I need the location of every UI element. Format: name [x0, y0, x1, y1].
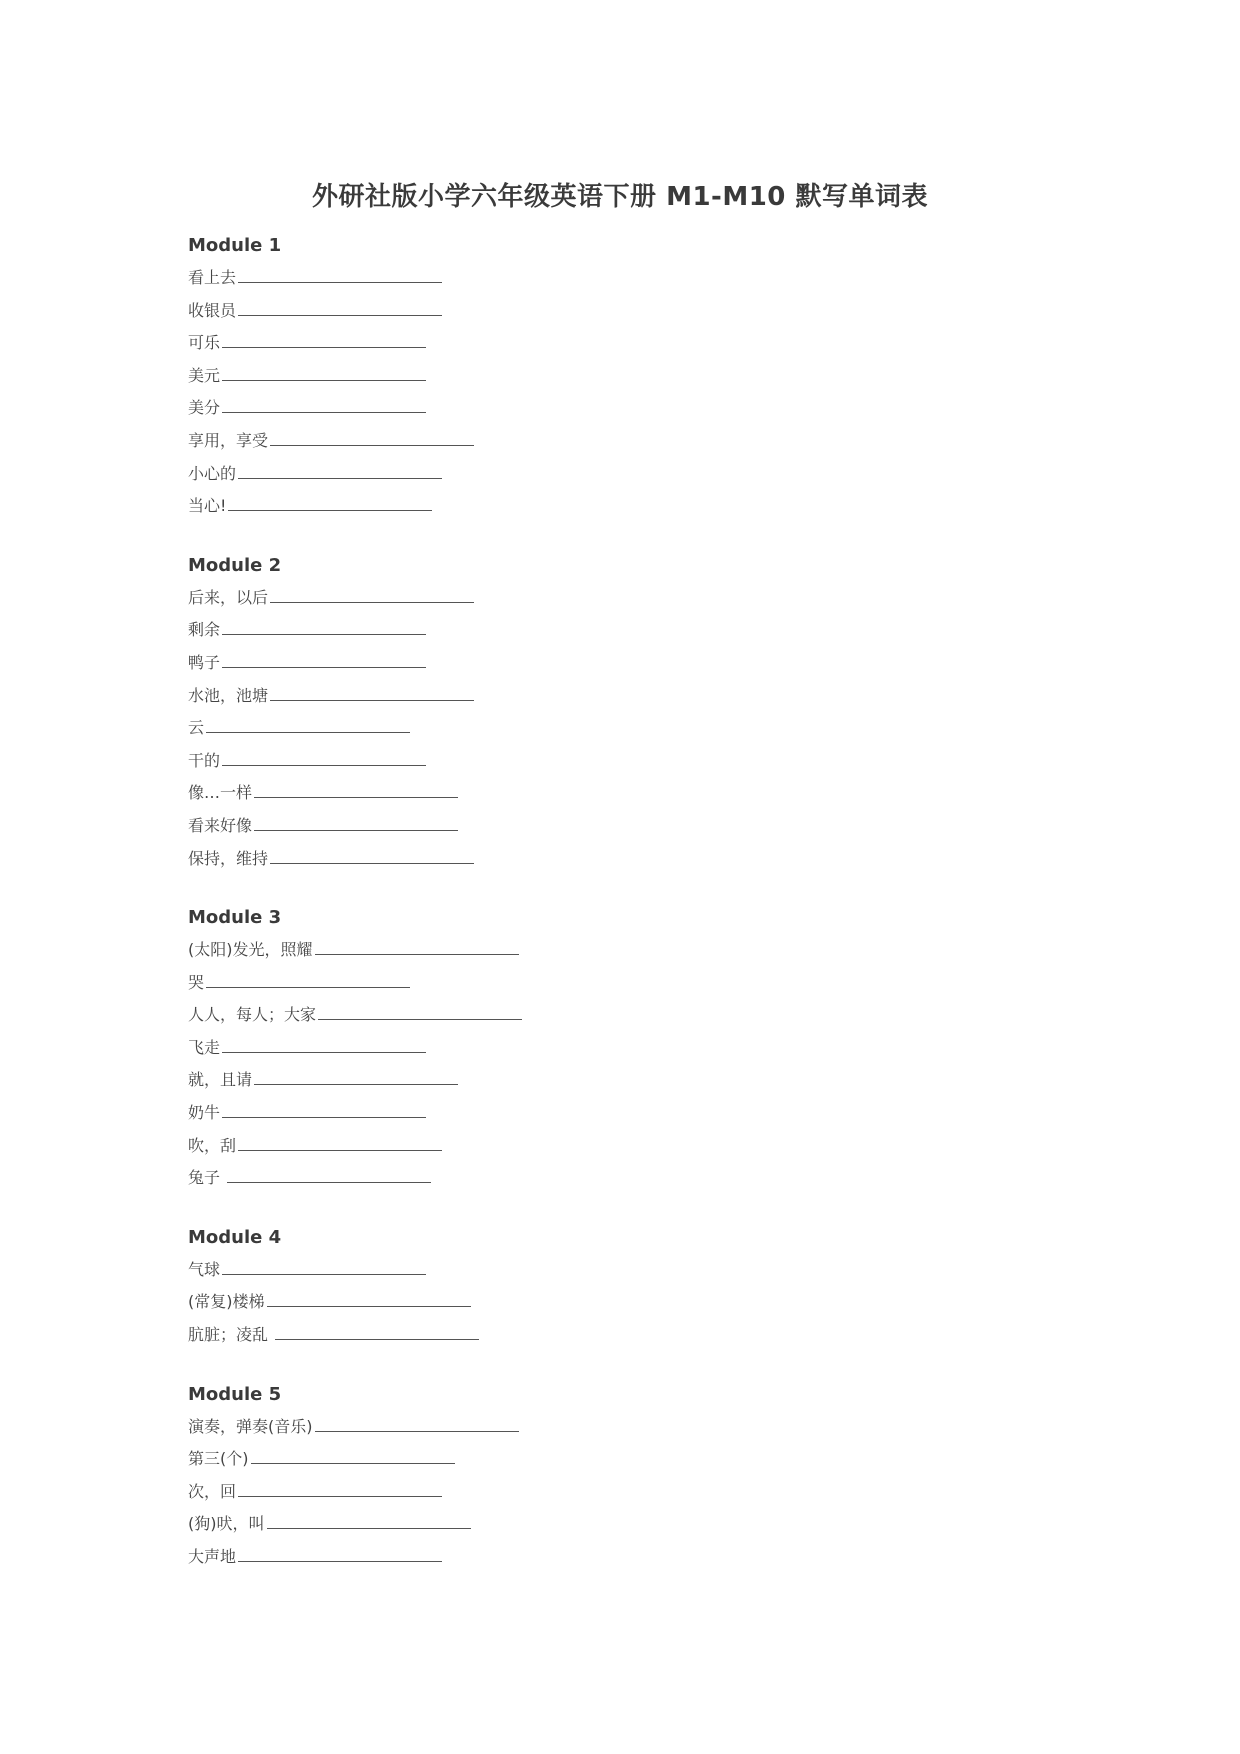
list-item [188, 843, 1088, 876]
word-prompt: 人人，每人；大家 [188, 1005, 317, 1025]
list-item [188, 1162, 1088, 1195]
module-heading: Module 4 [188, 1226, 282, 1248]
list-item [188, 1064, 1088, 1097]
answer-blank [270, 845, 474, 864]
answer-blank [251, 1445, 455, 1464]
word-prompt: 奶牛 [188, 1103, 221, 1123]
answer-blank [275, 1321, 479, 1340]
answer-blank [315, 936, 519, 955]
word-prompt: 第三(个) [188, 1449, 249, 1469]
answer-blank [222, 649, 426, 668]
module-heading: Module 5 [188, 1383, 282, 1405]
word-prompt: 吹，刮 [188, 1135, 237, 1155]
list-item [188, 614, 1088, 647]
list-item [188, 392, 1088, 425]
list-item [188, 999, 1088, 1032]
list-item [188, 1476, 1088, 1509]
list-item [188, 1541, 1088, 1574]
answer-blank [238, 1478, 442, 1497]
list-item [188, 810, 1088, 843]
list-item [188, 458, 1088, 491]
word-prompt: 兔子 [188, 1168, 226, 1188]
module-5-section [188, 1379, 1088, 1574]
word-prompt: 享用，享受 [188, 430, 269, 450]
module-heading: Module 3 [188, 907, 282, 929]
answer-blank [254, 1066, 458, 1085]
list-item [188, 490, 1088, 523]
list-item [188, 425, 1088, 458]
answer-blank [267, 1288, 471, 1307]
word-prompt: 云 [188, 718, 205, 738]
answer-blank [238, 460, 442, 479]
list-item [188, 1508, 1088, 1541]
answer-blank [222, 747, 426, 766]
word-prompt: 看来好像 [188, 815, 253, 835]
answer-blank [238, 297, 442, 316]
answer-blank [238, 264, 442, 283]
answer-blank [267, 1510, 471, 1529]
word-prompt: 看上去 [188, 268, 237, 287]
list-item [188, 1254, 1088, 1287]
answer-blank [254, 779, 458, 798]
list-item [188, 1319, 1088, 1352]
answer-blank [222, 329, 426, 348]
word-prompt: 就，且请 [188, 1070, 253, 1090]
word-prompt: 收银员 [188, 300, 237, 320]
answer-blank [222, 1099, 426, 1118]
list-item [188, 262, 1088, 295]
answer-blank [270, 682, 474, 701]
list-item [188, 295, 1088, 328]
word-prompt: 哭 [188, 972, 205, 992]
module-heading: Module 2 [188, 554, 282, 576]
word-prompt: 像…一样 [188, 783, 253, 803]
module-heading: Module 1 [188, 235, 282, 256]
word-prompt: 次，回 [188, 1481, 237, 1501]
module-2-section [188, 550, 1088, 875]
answer-blank [222, 1034, 426, 1053]
answer-blank [206, 969, 410, 988]
word-prompt: 当心! [188, 496, 227, 516]
word-prompt: 小心的 [188, 463, 237, 483]
answer-blank [227, 1164, 431, 1183]
answer-blank [222, 362, 426, 381]
answer-blank [222, 1256, 426, 1275]
list-item [188, 1443, 1088, 1476]
list-item [188, 1130, 1088, 1163]
word-prompt: 大声地 [188, 1547, 237, 1566]
list-item [188, 745, 1088, 778]
answer-blank [206, 714, 410, 733]
word-prompt: 气球 [188, 1259, 221, 1279]
word-prompt: 演奏，弹奏(音乐) [188, 1416, 313, 1436]
answer-blank [315, 1413, 519, 1432]
answer-blank [254, 812, 458, 831]
word-prompt: 后来，以后 [188, 587, 269, 607]
module-3-section [188, 902, 1088, 1195]
list-item [188, 1411, 1088, 1444]
word-prompt: (太阳)发光，照耀 [188, 940, 313, 960]
list-item [188, 1097, 1088, 1130]
word-prompt: 飞走 [188, 1037, 221, 1057]
list-item [188, 712, 1088, 745]
list-item [188, 360, 1088, 393]
answer-blank [318, 1001, 522, 1020]
word-list [188, 230, 1088, 1601]
word-prompt: 干的 [188, 750, 221, 770]
answer-blank [238, 1132, 442, 1151]
list-item [188, 680, 1088, 713]
answer-blank [270, 584, 474, 603]
word-prompt: 保持，维持 [188, 848, 269, 868]
list-item [188, 934, 1088, 967]
answer-blank [222, 616, 426, 635]
module-1-section [188, 230, 1088, 523]
word-prompt: (常复)楼梯 [188, 1292, 265, 1312]
word-prompt: 美分 [188, 398, 221, 418]
list-item [188, 777, 1088, 810]
word-prompt: 水池，池塘 [188, 685, 269, 705]
answer-blank [222, 394, 426, 413]
word-prompt: (狗)吠，叫 [188, 1514, 265, 1534]
answer-blank [270, 427, 474, 446]
page-title: 外研社版小学六年级英语下册 M1-M10 默写单词表 [312, 182, 928, 212]
word-prompt: 肮脏；凌乱 [188, 1325, 274, 1345]
list-item [188, 967, 1088, 1000]
answer-blank [228, 492, 432, 511]
word-prompt: 可乐 [188, 333, 221, 353]
word-prompt: 鸭子 [188, 652, 221, 672]
list-item [188, 1286, 1088, 1319]
list-item [188, 327, 1088, 360]
module-4-section [188, 1222, 1088, 1352]
list-item [188, 582, 1088, 615]
word-prompt: 美元 [188, 365, 221, 385]
list-item [188, 1032, 1088, 1065]
word-prompt: 剩余 [188, 620, 221, 640]
list-item [188, 647, 1088, 680]
answer-blank [238, 1543, 442, 1562]
